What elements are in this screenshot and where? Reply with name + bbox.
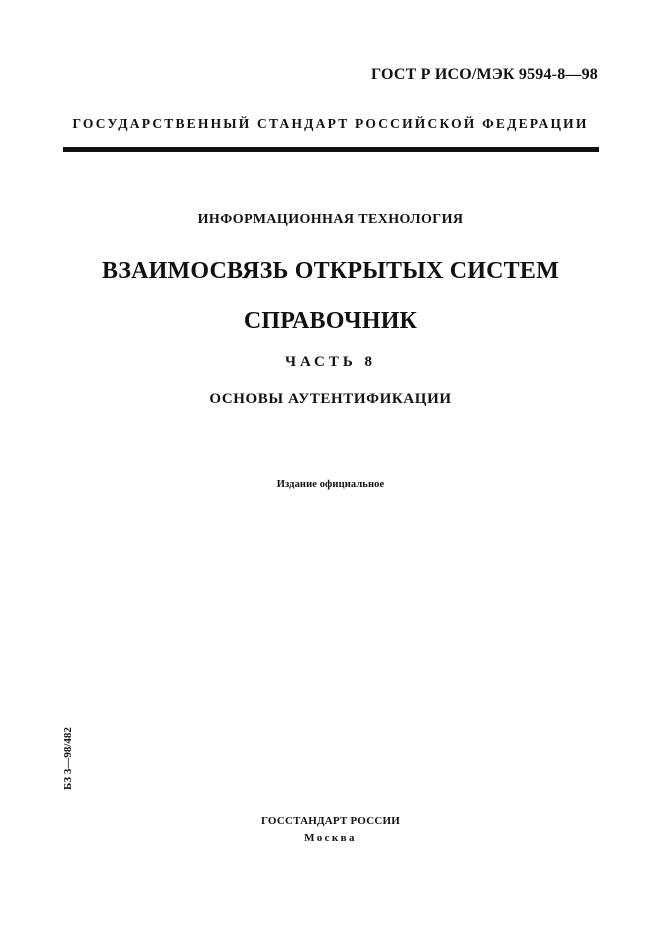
- publication-city: Москва: [304, 832, 357, 844]
- publisher-name: ГОССТАНДАРТ РОССИИ: [261, 815, 400, 827]
- heavy-divider: [63, 147, 599, 152]
- part-number: ЧАСТЬ 8: [284, 354, 377, 370]
- standard-code: ГОСТ Р ИСО/МЭК 9594-8—98: [371, 66, 598, 83]
- document-title: ВЗАИМОСВЯЗЬ ОТКРЫТЫХ СИСТЕМ: [102, 258, 559, 284]
- standard-type: ГОСУДАРСТВЕННЫЙ СТАНДАРТ РОССИЙСКОЙ ФЕДЕРАЦИИ: [72, 116, 589, 131]
- side-registration-code: БЗ 3—98/482: [62, 727, 74, 790]
- document-series: ИНФОРМАЦИОННАЯ ТЕХНОЛОГИЯ: [197, 212, 464, 227]
- edition-label: Издание официальное: [276, 479, 385, 490]
- document-subtitle: СПРАВОЧНИК: [243, 308, 418, 334]
- part-title: ОСНОВЫ АУТЕНТИФИКАЦИИ: [209, 391, 452, 407]
